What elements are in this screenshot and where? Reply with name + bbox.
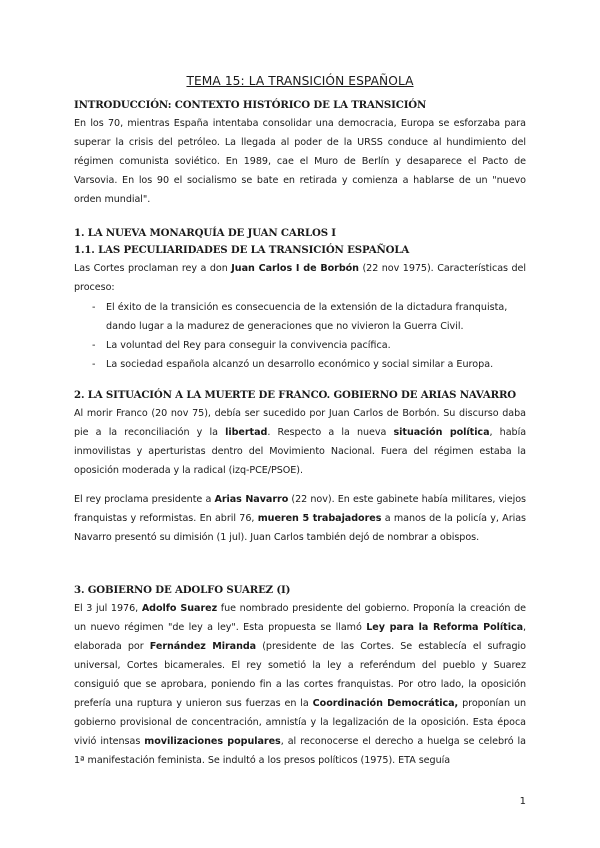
section-1-1-paragraph: Las Cortes proclaman rey a don Juan Carlos I de Borbón (22 nov 1975). Características del proceso: (74, 263, 526, 293)
characteristics-list (74, 298, 526, 374)
section-3-paragraph: El 3 jul 1976, Adolfo Suarez fue nombrado presidente del gobierno. Proponía la creación de un nuevo régimen "de ley a ley". Esta propuesta se llamó Ley para la Reforma Política, elaborada por Fernández Miranda (presidente de las Cortes. Se establecía el sufragio universal, Cortes bicamerales. El rey sometió la ley a referéndum del pueblo y Suarez consiguió que se aprobara, poniendo fin a las cortes franquistas. Por otro lado, la oposición prefería una ruptura y unieron sus fuerzas en la Coordinación Democrática, proponían un gobierno provisional de concentración, amnistía y la legalización de la oposición. Esta época vivió intensas movilizaciones populares, al reconocerse el derecho a huelga se celebró la 1ª manifestación feminista. Se indultó a los presos políticos (1975). ETA seguía (74, 603, 527, 766)
document-title: TEMA 15: LA TRANSICIÓN ESPAÑOLA (186, 74, 414, 88)
section-3-heading: 3. GOBIERNO DE ADOLFO SUAREZ (I) (74, 584, 291, 596)
section-2-heading: 2. LA SITUACIÓN A LA MUERTE DE FRANCO. GOBIERNO DE ARIAS NAVARRO (74, 389, 516, 401)
section-2-paragraph-2: El rey proclama presidente a Arias Navarro (22 nov). En este gabinete había militares, viejos franquistas y reformistas. En abril 76, mueren 5 trabajadores a manos de la policía y, Arias Navarro presentó su dimisión (1 jul). Juan Carlos también dejó de nombrar a obispos. (74, 494, 526, 543)
list-item: - La voluntad del Rey para conseguir la convivencia pacífica. (92, 340, 391, 351)
section-2-paragraph-1: Al morir Franco (20 nov 75), debía ser sucedido por Juan Carlos de Borbón. Su discurso daba pie a la reconciliación y la libertad. Respecto a la nueva situación política, había inmovilistas y aperturistas dentro del Movimiento Nacional. Fuera del régimen estaba la oposición moderada y la radical (izq-PCE/PSOE). (74, 408, 527, 476)
list-item: - La sociedad española alcanzó un desarrollo económico y social similar a Europa. (92, 359, 494, 370)
section-1-1-heading: 1.1. LAS PECULIARIDADES DE LA TRANSICIÓN ESPAÑOLA (74, 244, 410, 256)
list-item: - El éxito de la transición es consecuencia de la extensión de la dictadura franquista, dando lugar a la madurez de generaciones que no vivieron la Guerra Civil. (92, 302, 508, 332)
section-1-heading: 1. LA NUEVA MONARQUÍA DE JUAN CARLOS I (74, 227, 336, 239)
intro-heading: INTRODUCCIÓN: CONTEXTO HISTÓRICO DE LA TRANSICIÓN (74, 99, 427, 111)
intro-paragraph: En los 70, mientras España intentaba consolidar una democracia, Europa se esforzaba para superar la crisis del petróleo. La llegada al poder de la URSS conduce al hundimiento del régimen comunista soviético. En 1989, cae el Muro de Berlín y desaparece el Pacto de Varsovia. En los 90 el socialismo se bate en retirada y comienza a hablarse de un "nuevo orden mundial". (74, 118, 526, 205)
juan-carlos-name: Juan Carlos I de Borbón (231, 263, 359, 274)
page-number: 1 (519, 796, 526, 807)
